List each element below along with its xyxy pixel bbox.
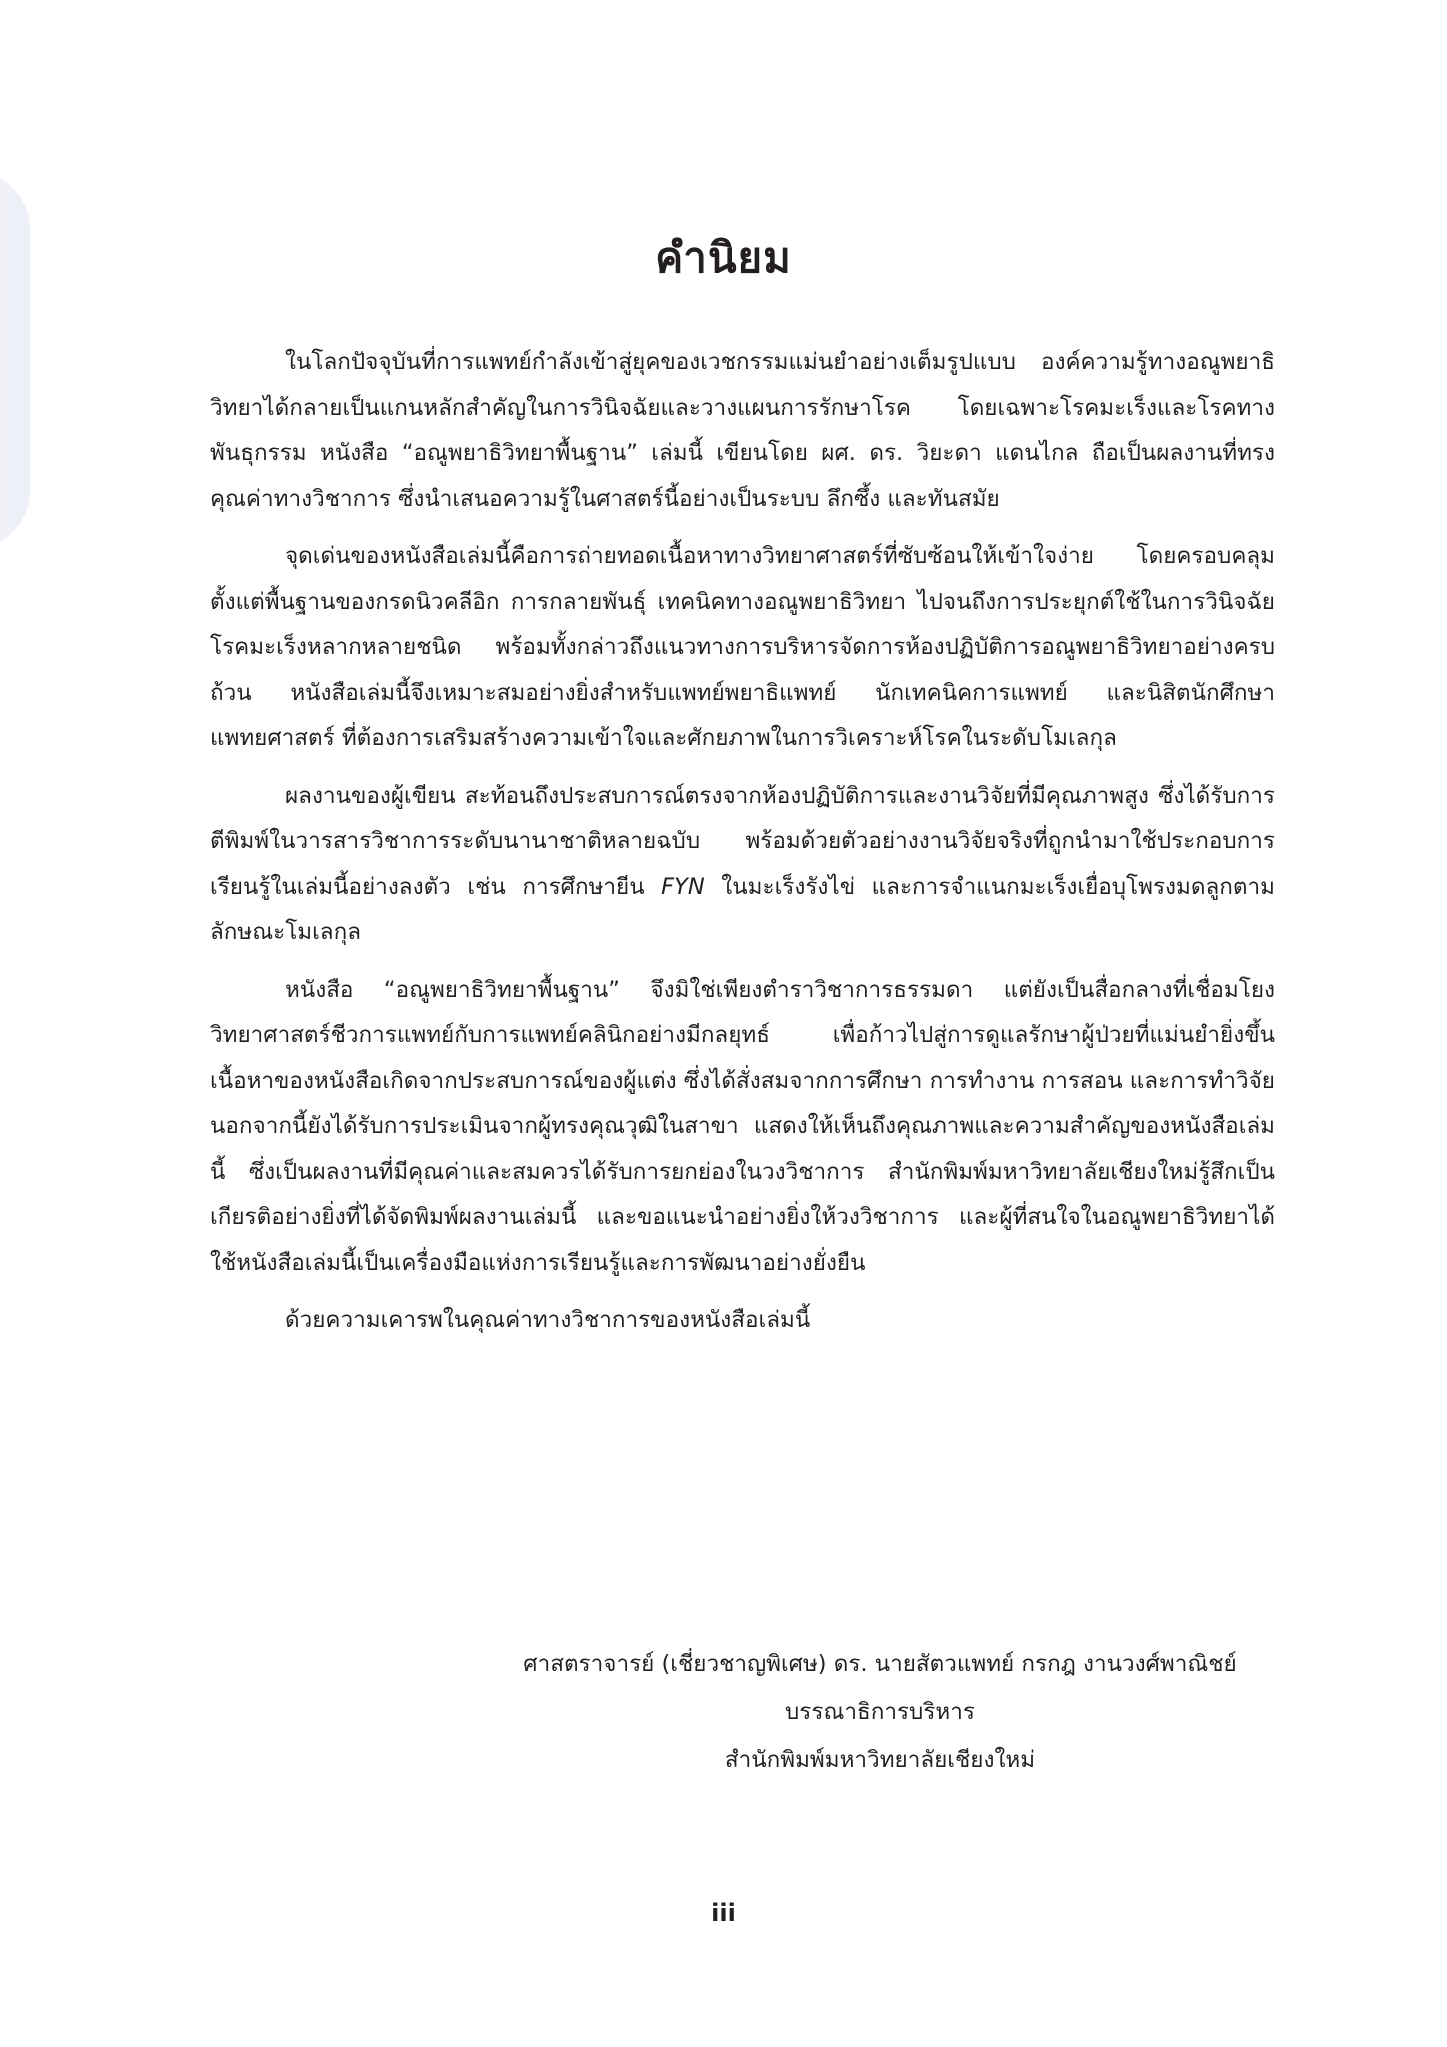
paragraph-3-text-before: ผลงานของผู้เขียน สะท้อนถึงประสบการณ์ตรงจากห้องปฏิบัติการและงานวิจัยที่มีคุณภาพสูง ซึ่งได้รับการตีพิมพ์ในวารสารวิชาการระดับนานาชาติหลายฉบับ พร้อมด้วยตัวอย่างงานวิจัยจริงที่ถูกนำมาใช้ประกอบการเรียนรู้ในเล่มนี้อย่างลงตัว เช่น การศึกษายีน [210,782,1275,900]
paragraph-3-text-after: ในมะเร็งรังไข่ และการจำแนกมะเร็งเยื่อบุโพรงมดลูกตามลักษณะโมเลกุล [210,873,1275,945]
page-number: iii [711,1899,736,1927]
foreword-body [210,340,1275,1344]
paragraph-2: จุดเด่นของหนังสือเล่มนี้คือการถ่ายทอดเนื้อหาทางวิทยาศาสตร์ที่ซับซ้อนให้เข้าใจง่าย โดยครอบคลุมตั้งแต่พื้นฐานของกรดนิวคลีอิก การกลายพันธุ์ เทคนิคทางอณูพยาธิวิทยา ไปจนถึงการประยุกต์ใช้ในการวินิจฉัยโรคมะเร็งหลากหลายชนิด พร้อมทั้งกล่าวถึงแนวทางการบริหารจัดการห้องปฏิบัติการอณูพยาธิวิทยาอย่างครบถ้วน หนังสือเล่มนี้จึงเหมาะสมอย่างยิ่งสำหรับแพทย์พยาธิแพทย์ นักเทคนิคการแพทย์ และนิสิตนักศึกษาแพทยศาสตร์ ที่ต้องการเสริมสร้างความเข้าใจและศักยภาพในการวิเคราะห์โรคในระดับโมเลกุล [210,543,1275,751]
closing-line: ด้วยความเคารพในคุณค่าทางวิชาการของหนังสือเล่มนี้ [285,1307,811,1333]
signature-position: บรรณาธิการบริหาร [785,1699,975,1725]
signature-name: ศาสตราจารย์ (เชี่ยวชาญพิเศษ) ดร. นายสัตวแพทย์ กรกฎ งานวงศ์พาณิชย์ [523,1651,1237,1677]
paragraph-3 [210,774,1275,956]
gene-name: FYN [661,873,705,900]
page-title: คำนิยม [655,233,792,282]
paragraph-1: ในโลกปัจจุบันที่การแพทย์กำลังเข้าสู่ยุคของเวชกรรมแม่นยำอย่างเต็มรูปแบบ องค์ความรู้ทางอณูพยาธิวิทยาได้กลายเป็นแกนหลักสำคัญในการวินิจฉัยและวางแผนการรักษาโรค โดยเฉพาะโรคมะเร็งและโรคทางพันธุกรรม หนังสือ “อณูพยาธิวิทยาพื้นฐาน” เล่มนี้ เขียนโดย ผศ. ดร. วิยะดา แดนไกล ถือเป็นผลงานที่ทรงคุณค่าทางวิชาการ ซึ่งนำเสนอความรู้ในศาสตร์นี้อย่างเป็นระบบ ลึกซึ้ง และทันสมัย [210,349,1275,512]
paragraph-4: หนังสือ “อณูพยาธิวิทยาพื้นฐาน” จึงมิใช่เพียงตำราวิชาการธรรมดา แต่ยังเป็นสื่อกลางที่เชื่อมโยงวิทยาศาสตร์ชีวการแพทย์กับการแพทย์คลินิกอย่างมีกลยุทธ์ เพื่อก้าวไปสู่การดูแลรักษาผู้ป่วยที่แม่นยำยิ่งขึ้น เนื้อหาของหนังสือเกิดจากประสบการณ์ของผู้แต่ง ซึ่งได้สั่งสมจากการศึกษา การทำงาน การสอน และการทำวิจัย นอกจากนี้ยังได้รับการประเมินจากผู้ทรงคุณวุฒิในสาขา แสดงให้เห็นถึงคุณภาพและความสำคัญของหนังสือเล่มนี้ ซึ่งเป็นผลงานที่มีคุณค่าและสมควรได้รับการยกย่องในวงวิชาการ สำนักพิมพ์มหาวิทยาลัยเชียงใหม่รู้สึกเป็นเกียรติอย่างยิ่งที่ได้จัดพิมพ์ผลงานเล่มนี้ และขอแนะนำอย่างยิ่งให้วงวิชาการ และผู้ที่สนใจในอณูพยาธิวิทยาได้ใช้หนังสือเล่มนี้เป็นเครื่องมือแห่งการเรียนรู้และการพัฒนาอย่างยั่งยืน [210,976,1275,1276]
signature-block [380,1640,1380,1784]
watermark-logo [0,170,30,550]
signature-organization: สำนักพิมพ์มหาวิทยาลัยเชียงใหม่ [724,1747,1036,1773]
